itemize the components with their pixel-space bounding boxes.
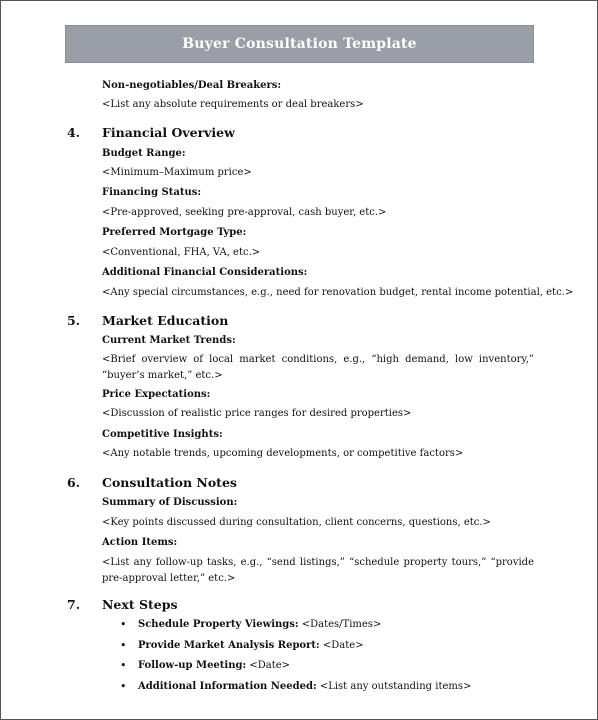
- market-trends-value: <Brief overview of local market conditions, e.g., “high demand, low inventory,” “buyer’s market,” etc.>: [102, 354, 534, 381]
- section-number: 4.: [67, 125, 81, 140]
- next-step-item: [138, 660, 290, 671]
- summary-value: <Key points discussed during consultation, client concerns, questions, etc.>: [102, 517, 491, 528]
- section-title-market-education: Market Education: [102, 313, 229, 328]
- price-expectations-value: <Discussion of realistic price ranges for desired properties>: [102, 408, 412, 419]
- section-title-consultation-notes: Consultation Notes: [102, 475, 237, 490]
- summary-label: Summary of Discussion:: [102, 497, 238, 508]
- competitive-insights-value: <Any notable trends, upcoming developments, or competitive factors>: [102, 448, 464, 459]
- budget-range-value: <Minimum–Maximum price>: [102, 167, 252, 178]
- financing-status-value: <Pre-approved, seeking pre-approval, cash buyer, etc.>: [102, 207, 387, 218]
- financing-status-label: Financing Status:: [102, 187, 202, 198]
- document-title: Buyer Consultation Template: [182, 36, 417, 52]
- next-step-item: [138, 619, 381, 630]
- section-number: 5.: [67, 313, 81, 328]
- action-items-label: Action Items:: [102, 537, 178, 548]
- competitive-insights-label: Competitive Insights:: [102, 429, 223, 440]
- bullet-icon: •: [120, 680, 127, 693]
- next-step-value: <Dates/Times>: [298, 619, 382, 630]
- action-items-value: <List any follow-up tasks, e.g., “send listings,” “schedule property tours,” “provide pre-approval letter,” etc.>: [102, 557, 534, 584]
- bullet-icon: •: [120, 618, 127, 631]
- next-step-value: <Date>: [319, 640, 364, 651]
- next-step-label: Schedule Property Viewings:: [138, 619, 299, 630]
- next-step-label: Provide Market Analysis Report:: [138, 640, 320, 651]
- budget-range-label: Budget Range:: [102, 148, 186, 159]
- section-number: 7.: [67, 597, 81, 612]
- financial-considerations-value: <Any special circumstances, e.g., need for renovation budget, rental income potential, etc.>: [102, 287, 574, 298]
- market-trends-label: Current Market Trends:: [102, 335, 236, 346]
- title-banner: [65, 25, 534, 63]
- next-step-value: <Date>: [246, 660, 291, 671]
- dealbreakers-label: Non-negotiables/Deal Breakers:: [102, 80, 282, 91]
- price-expectations-label: Price Expectations:: [102, 389, 211, 400]
- next-step-item: [138, 640, 364, 651]
- next-step-label: Additional Information Needed:: [138, 681, 317, 692]
- next-step-label: Follow-up Meeting:: [138, 660, 247, 671]
- bullet-icon: •: [120, 659, 127, 672]
- mortgage-type-label: Preferred Mortgage Type:: [102, 227, 247, 238]
- section-title-financial-overview: Financial Overview: [102, 125, 235, 140]
- financial-considerations-label: Additional Financial Considerations:: [102, 267, 308, 278]
- mortgage-type-value: <Conventional, FHA, VA, etc.>: [102, 247, 261, 258]
- next-step-value: <List any outstanding items>: [316, 681, 472, 692]
- section-number: 6.: [67, 475, 81, 490]
- section-title-next-steps: Next Steps: [102, 597, 178, 612]
- dealbreakers-value: <List any absolute requirements or deal breakers>: [102, 99, 364, 110]
- bullet-icon: •: [120, 639, 127, 652]
- next-step-item: [138, 681, 471, 692]
